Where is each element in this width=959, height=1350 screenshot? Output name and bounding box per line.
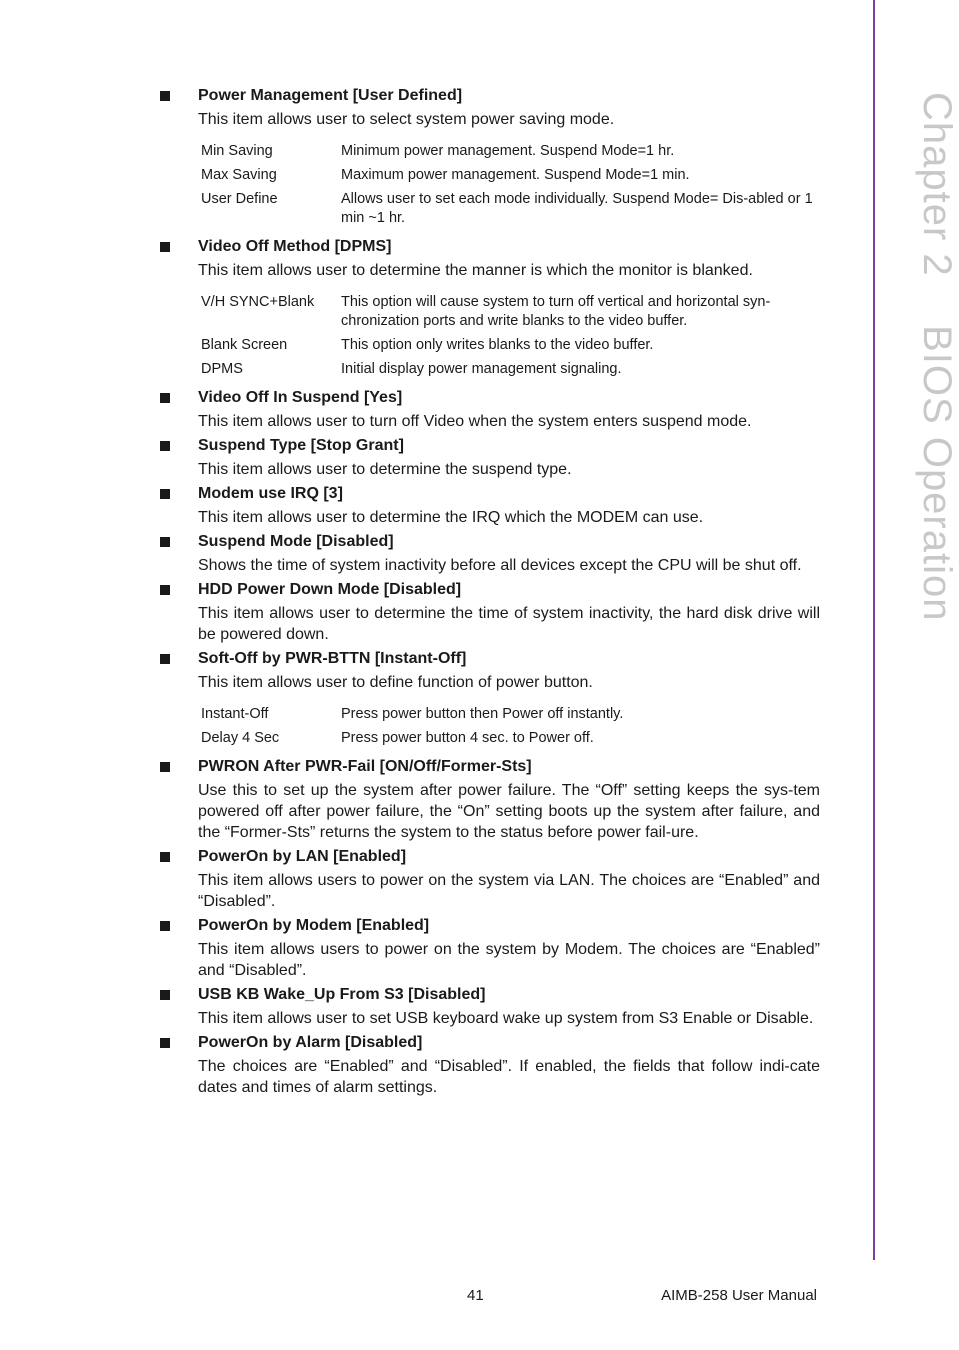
bios-item-title-text: Modem use IRQ [3]: [198, 485, 343, 502]
option-row: [198, 140, 818, 164]
option-name: Min Saving: [201, 143, 273, 159]
chapter-label: [914, 92, 959, 622]
page-number: 41: [467, 1287, 484, 1304]
bios-item-description: This item allows user to turn off Video when the system enters suspend mode.: [198, 413, 752, 430]
option-row: [198, 358, 818, 382]
option-row: [198, 188, 818, 231]
bios-item: [160, 436, 820, 480]
bios-item: [160, 484, 820, 528]
bios-item: [160, 757, 820, 843]
bios-item-description: The choices are “Enabled” and “Disabled”. If enabled, the fields that follow indi-cate dates and times of alarm settings.: [198, 1058, 820, 1096]
bios-item: [160, 388, 820, 432]
bios-item: [160, 86, 820, 231]
bios-item-description: Shows the time of system inactivity before all devices except the CPU will be shut off.: [198, 557, 802, 574]
square-bullet-icon: [160, 990, 170, 1000]
square-bullet-icon: [160, 489, 170, 499]
bios-item: [160, 532, 820, 576]
square-bullet-icon: [160, 921, 170, 931]
bios-item-title: [160, 436, 820, 456]
bios-item-description: This item allows user to define function of power button.: [198, 674, 593, 691]
option-name: Delay 4 Sec: [201, 730, 280, 746]
bios-item: [160, 916, 820, 981]
bios-item-title-text: PWRON After PWR-Fail [ON/Off/Former-Sts]: [198, 758, 532, 775]
bios-item-title-text: Power Management [User Defined]: [198, 87, 463, 104]
bios-item-title-text: PowerOn by Alarm [Disabled]: [198, 1034, 423, 1051]
bios-item-title: [160, 847, 820, 867]
bios-item-title-text: Video Off In Suspend [Yes]: [198, 389, 403, 406]
bios-item-title-text: USB KB Wake_Up From S3 [Disabled]: [198, 986, 486, 1003]
bios-item-title: [160, 580, 820, 600]
bios-item: [160, 237, 820, 382]
bios-item-description: This item allows user to determine the time of system inactivity, the hard disk drive will be powered down.: [198, 605, 820, 643]
chapter-divider-line: [873, 0, 875, 1260]
bios-item: [160, 649, 820, 751]
bios-item: [160, 847, 820, 912]
bios-item-description: This item allows user to select system power saving mode.: [198, 111, 615, 128]
bios-item-title: [160, 757, 820, 777]
bios-item-title-text: HDD Power Down Mode [Disabled]: [198, 581, 462, 598]
manual-name: AIMB-258 User Manual: [661, 1287, 817, 1304]
square-bullet-icon: [160, 852, 170, 862]
bios-item-title: [160, 649, 820, 669]
bios-item: [160, 1033, 820, 1098]
bios-item-title: [160, 237, 820, 257]
option-description: Press power button 4 sec. to Power off.: [341, 730, 594, 746]
bios-item-description: Use this to set up the system after power failure. The “Off” setting keeps the sys-tem powered off after power failure, the “On” setting boots up the system after failure, and the “Former-Sts” returns the system to the status before power fail-ure.: [198, 782, 820, 841]
option-name: Instant-Off: [201, 706, 269, 722]
option-name: V/H SYNC+Blank: [201, 294, 315, 310]
option-description: Press power button then Power off instantly.: [341, 706, 624, 722]
option-table: [198, 140, 818, 231]
option-name: User Define: [201, 191, 278, 207]
bios-item-description: This item allows user to determine the suspend type.: [198, 461, 572, 478]
square-bullet-icon: [160, 537, 170, 547]
bios-item-title: [160, 484, 820, 504]
option-description: Maximum power management. Suspend Mode=1 min.: [341, 167, 690, 183]
bios-item-title-text: Suspend Type [Stop Grant]: [198, 437, 404, 454]
square-bullet-icon: [160, 393, 170, 403]
option-description: Allows user to set each mode individually. Suspend Mode= Dis-abled or 1 min ~1 hr.: [341, 191, 813, 226]
square-bullet-icon: [160, 654, 170, 664]
bios-item-title: [160, 985, 820, 1005]
bios-item-list: [160, 86, 820, 1102]
option-description: This option only writes blanks to the video buffer.: [341, 337, 654, 353]
square-bullet-icon: [160, 585, 170, 595]
square-bullet-icon: [160, 762, 170, 772]
option-description: Initial display power management signaling.: [341, 361, 622, 377]
bios-item-description: This item allows user to determine the manner is which the monitor is blanked.: [198, 262, 753, 279]
chapter-title: BIOS Operation: [915, 325, 959, 622]
bios-item-title: [160, 86, 820, 106]
bios-item-title-text: Suspend Mode [Disabled]: [198, 533, 394, 550]
bios-item-description: This item allows users to power on the system by Modem. The choices are “Enabled” and “Disabled”.: [198, 941, 820, 979]
option-description: This option will cause system to turn off vertical and horizontal syn-chronization ports and write blanks to the video buffer.: [341, 294, 771, 329]
bios-item-title-text: PowerOn by LAN [Enabled]: [198, 848, 407, 865]
option-name: Blank Screen: [201, 337, 288, 353]
option-row: [198, 164, 818, 188]
bios-item-title: [160, 1033, 820, 1053]
bios-item-description: This item allows user to determine the IRQ which the MODEM can use.: [198, 509, 704, 526]
option-row: [198, 291, 818, 334]
square-bullet-icon: [160, 441, 170, 451]
option-name: DPMS: [201, 361, 243, 377]
bios-item-description: This item allows user to set USB keyboard wake up system from S3 Enable or Disable.: [198, 1010, 814, 1027]
option-row: [198, 703, 818, 727]
option-table: [198, 291, 818, 382]
bios-item: [160, 985, 820, 1029]
bios-item-title-text: Video Off Method [DPMS]: [198, 238, 392, 255]
bios-item: [160, 580, 820, 645]
option-name: Max Saving: [201, 167, 277, 183]
bios-item-title: [160, 532, 820, 552]
square-bullet-icon: [160, 242, 170, 252]
option-row: [198, 334, 818, 358]
bios-item-title-text: PowerOn by Modem [Enabled]: [198, 917, 430, 934]
option-table: [198, 703, 818, 751]
bios-item-title-text: Soft-Off by PWR-BTTN [Instant-Off]: [198, 650, 467, 667]
option-row: [198, 727, 818, 751]
bios-item-title: [160, 388, 820, 408]
bios-item-description: This item allows users to power on the system via LAN. The choices are “Enabled” and “Disabled”.: [198, 872, 820, 910]
option-description: Minimum power management. Suspend Mode=1 hr.: [341, 143, 675, 159]
square-bullet-icon: [160, 1038, 170, 1048]
bios-item-title: [160, 916, 820, 936]
chapter-number: Chapter 2: [915, 92, 959, 277]
square-bullet-icon: [160, 91, 170, 101]
